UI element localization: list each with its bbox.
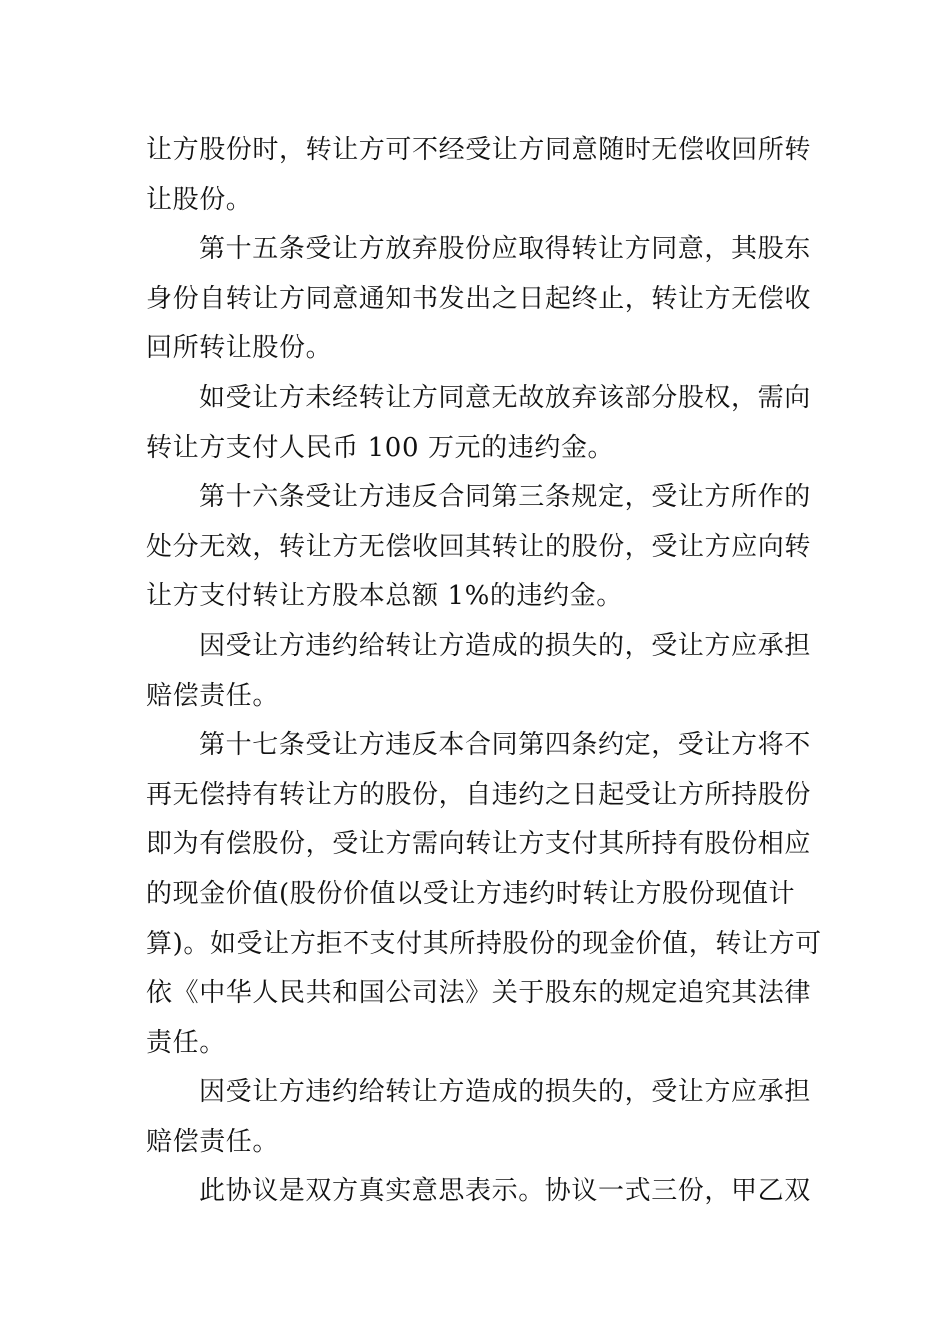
paragraph-start-article-16: 第十六条受让方违反合同第三条规定，受让方所作的: [199, 482, 811, 513]
text-line: 的现金价值(股份价值以受让方违约时转让方股份现值计: [146, 878, 796, 909]
text-line: 处分无效，转让方无偿收回其转让的股份，受让方应向转: [146, 531, 812, 562]
text-line: 回所转让股份。: [146, 333, 333, 364]
text-line: 即为有偿股份，受让方需向转让方支付其所持有股份相应: [146, 829, 812, 860]
text-line: 让股份。: [146, 184, 253, 215]
text-line: 让方股份时，转让方可不经受让方同意随时无偿收回所转: [146, 135, 812, 165]
paragraph-start: 因受让方违约给转让方造成的损失的，受让方应承担: [199, 630, 811, 661]
paragraph-start: 因受让方违约给转让方造成的损失的，受让方应承担: [199, 1077, 811, 1108]
document-body: [146, 126, 822, 1217]
paragraph-start: 如受让方未经转让方同意无故放弃该部分股权，需向: [199, 382, 811, 413]
text-line: 让方支付转让方股本总额 1%的违约金。: [146, 581, 623, 612]
paragraph-start-article-15: 第十五条受让方放弃股份应取得转让方同意，其股东: [199, 234, 811, 265]
text-line: 赔偿责任。: [146, 1126, 280, 1157]
text-line: 依《中华人民共和国公司法》关于股东的规定追究其法律: [146, 978, 812, 1009]
text-line: 赔偿责任。: [146, 680, 280, 711]
text-line: 算)。如受让方拒不支付其所持股份的现金价值，转让方可: [146, 928, 822, 959]
paragraph-start-article-17: 第十七条受让方违反本合同第四条约定，受让方将不: [199, 730, 811, 761]
text-line: 再无偿持有转让方的股份，自违约之日起受让方所持股份: [146, 779, 812, 810]
text-line: 转让方支付人民币 100 万元的违约金。: [146, 432, 615, 463]
text-line: 责任。: [146, 1027, 226, 1058]
paragraph-start: 此协议是双方真实意思表示。协议一式三份，甲乙双: [199, 1176, 811, 1207]
text-line: 身份自转让方同意通知书发出之日起终止，转让方无偿收: [146, 283, 812, 314]
